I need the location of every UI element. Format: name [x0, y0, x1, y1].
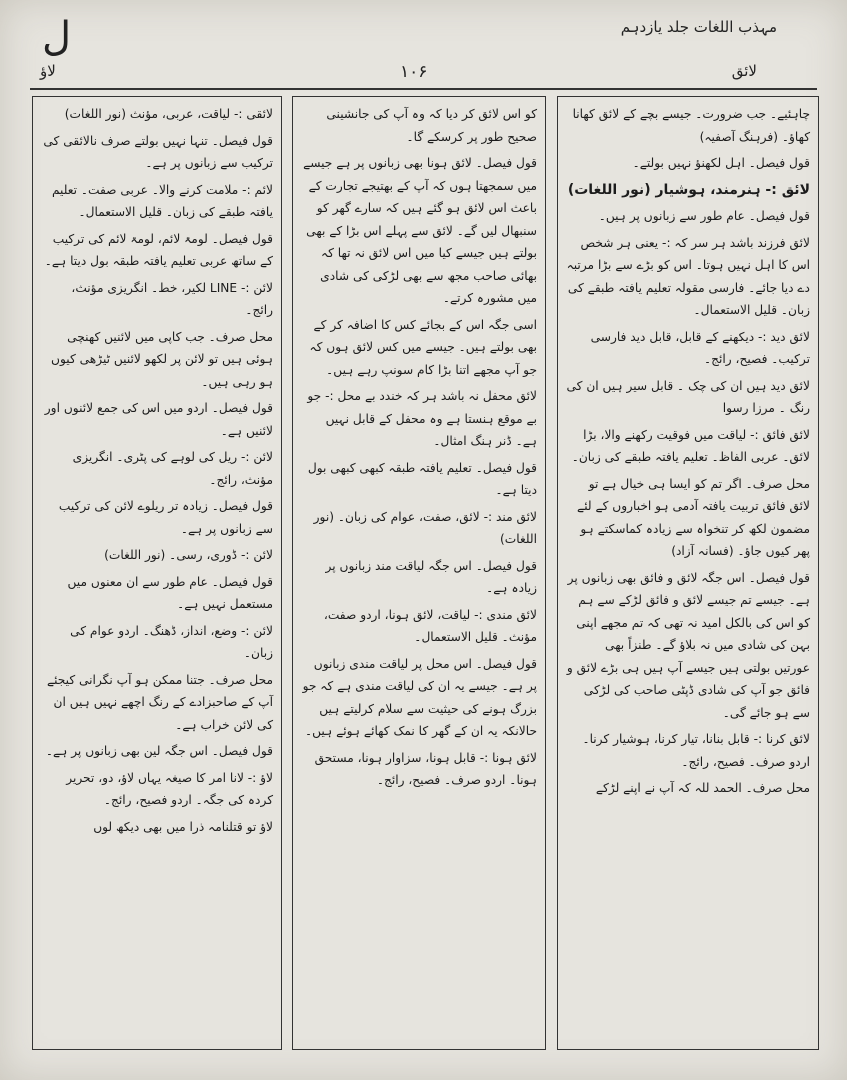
column-paragraph: لائق دید :- دیکھنے کے قابل، قابل دید فارسی ترکیب۔ فصیح، رائج۔: [590, 329, 810, 366]
column-paragraph: قول فیصل۔ تعلیم یافتہ طبقہ کبھی کبھی بول دیتا ہے۔: [307, 460, 537, 497]
column-paragraph: لائقی :- لیاقت، عربی، مؤنث (نور اللغات): [64, 107, 273, 121]
column-paragraph: لاؤ :- لانا امر کا صیغہ یہاں لاؤ، دو، تحریر کردہ کی جگہ۔ اردو فصیح، رائج۔: [66, 770, 273, 807]
column-paragraph: لائق کرنا :- قابل بنانا، تیار کرنا، ہوشیار کرنا۔ اردو صرف۔ فصیح، رائج۔: [582, 732, 810, 769]
header-left-word: لاؤ: [40, 62, 56, 80]
column-paragraph: لائق ہونا :- قابل ہونا، سزاوار ہونا، مستحق ہونا۔ اردو صرف۔ فصیح، رائج۔: [314, 750, 537, 787]
column-paragraph: لائق :- ہنرمند، ہوشیار (نور اللغات): [567, 181, 810, 198]
column-paragraph: محل صرف۔ الحمد للہ کہ آپ نے اپنے لڑکے: [595, 781, 810, 795]
column-paragraph: کو اس لائق کر دیا کہ وہ آپ کی جانشینی صحیح طور پر کرسکے گا۔: [326, 107, 537, 144]
column-paragraph: قول فیصل۔ زیادہ تر ریلوے لائن کی ترکیب سے زبانوں پر ہے۔: [58, 499, 273, 536]
column-paragraph: لائق مند :- لائق، صفت، عوام کی زبان۔ (نور اللغات): [313, 509, 537, 546]
column-paragraph: قول فیصل۔ تنہا نہیں بولتے صرف نالائقی کی ترکیب سے زبانوں پر ہے۔: [43, 133, 273, 170]
column-paragraph: قول فیصل۔ اس جگہ لیاقت مند زبانوں پر زیادہ ہے۔: [325, 558, 537, 595]
running-head: مہذب اللغات جلد یازدہم: [620, 18, 777, 36]
column-paragraph: لائن :- ریل کی لوہے کی پٹری۔ انگریزی مؤنث، رائج۔: [72, 450, 273, 487]
column-paragraph: لائق مندی :- لیاقت، لائق ہونا، اردو صفت، مؤنث۔ قلیل الاستعمال۔: [323, 607, 537, 644]
column-paragraph: لائق فرزند باشد ہر سر کہ :- یعنی ہر شخص اس کا اہل نہیں ہوتا۔ اس کو بڑے سے بڑا مرتبہ دے دیا جائے۔ فارسی مقولہ تعلیم یافتہ طبقے کی زبان۔ قلیل الاستعمال۔: [566, 235, 810, 317]
column-paragraph: لائق محفل نہ باشد ہر کہ خندد بے محل :- جو بے موقع ہنستا ہے وہ محفل کے قابل نہیں ہے۔ ڈنر ہنگ امثال۔: [307, 389, 537, 448]
corner-letter: ل: [42, 14, 72, 60]
column-paragraph: قول فیصل۔ اس جگہ لین بھی زبانوں پر ہے۔: [45, 744, 273, 758]
column-left: [32, 96, 282, 1050]
column-paragraph: قول فیصل۔ لائق ہونا بھی زبانوں پر ہے جیسے میں سمجھتا ہوں کہ آپ کے بھتیجے تجارت کے باعث اس لائق ہو گئے ہیں کہ سارے گھر کو سنبھال لیں گے۔ لائق سے پہلے اس بڑا کے بھی بولتے ہیں جیسے کیا میں اس لائق نہ تھا کہ بھائی صاحب مجھ سے بھی لڑکی کی شادی میں مشورہ کرتے۔: [303, 156, 537, 305]
column-paragraph: محل صرف۔ اگر تم کو ایسا ہی خیال ہے تو لائق فائق تربیت یافتہ آدمی ہو اخباروں کے لئے مضمون لکھ کر تنخواہ سے زیادہ کماسکتے ہو پھر کیوں جاؤ۔ (فسانہ آزاد): [577, 476, 810, 558]
column-paragraph: قول فیصل۔ عام طور سے زبانوں پر ہیں۔: [598, 209, 810, 223]
column-paragraph: قول فیصل۔ اس جگہ لائق و فائق بھی زبانوں پر ہے۔ جیسے تم جیسے لائق و فائق لڑکے سے ہم کو اس کی بالکل امید نہ تھی کہ تم مجھے اپنی بہن کی شادی میں نہ بلاؤ گے۔ طنزاً بھی عورتیں بولتی ہیں جیسے آپ ہیں ہی بڑے لائق و فائق جو آپ کی شادی ڈپٹی صاحب کی لڑکی سے ہو جائے گی۔: [566, 570, 810, 720]
column-paragraph: محل صرف۔ جتنا ممکن ہو آپ نگرانی کیجئے آپ کے صاحبزادے کے رنگ اچھے نہیں ہیں ان کی لائن خراب ہے۔: [46, 672, 273, 732]
column-paragraph: لائم :- ملامت کرنے والا۔ عربی صفت۔ تعلیم یافتہ طبقے کی زبان۔ قلیل الاستعمال۔: [51, 182, 273, 219]
column-paragraph: لائن :- LINE لکیر، خط۔ انگریزی مؤنث، رائج۔: [71, 280, 273, 317]
column-paragraph: چاہئیے۔ جب ضرورت۔ جیسے بچے کے لائق کھانا کھاؤ۔ (فرہنگ آصفیہ): [572, 107, 810, 144]
column-paragraph: قول فیصل۔ اردو میں اس کی جمع لائنوں اور لائنیں ہے۔: [44, 401, 273, 438]
column-paragraph: محل صرف۔ جب کاپی میں لائنیں کھنچی ہوئی ہیں تو لائن پر لکھو لائنیں ٹیڑھی کیوں ہو رہی ہیں۔: [51, 329, 273, 389]
header-rule: [30, 88, 817, 90]
column-paragraph: قول فیصل۔ اہل لکھنؤ نہیں بولتے۔: [632, 156, 810, 170]
column-paragraph: قول فیصل۔ لومۃ لائم، لومۃ لائم کی ترکیب کے ساتھ عربی تعلیم یافتہ طبقہ بول دیتا ہے۔: [44, 231, 273, 268]
column-paragraph: اسی جگہ اس کے بجائے کس کا اضافہ کر کے بھی بولتے ہیں۔ جیسے میں کس لائق ہوں کہ جو آپ مجھے اتنا بڑا کام سونپ رہے ہیں۔: [309, 317, 537, 377]
column-paragraph: لائن :- ڈوری، رسی۔ (نور اللغات): [104, 548, 273, 562]
column-paragraph: لائق فائق :- لیاقت میں فوقیت رکھنے والا، بڑا لائق۔ عربی الفاظ۔ تعلیم یافتہ طبقے کی زبان۔: [571, 427, 810, 464]
column-paragraph: لاؤ تو قتلنامہ ذرا میں بھی دیکھ لوں: [93, 819, 273, 834]
page-number: ۱۰۶: [400, 62, 428, 82]
column-paragraph: لائق دید ہیں ان کی چک ۔ قابل سیر ہیں ان کی رنگ ۔ مرزا رسوا: [566, 378, 810, 415]
header-right-word: لائق: [731, 62, 757, 80]
column-right: [557, 96, 819, 1050]
column-paragraph: قول فیصل۔ اس محل پر لیاقت مندی زبانوں پر ہے۔ جیسے یہ ان کی لیاقت مندی ہے کہ جو بزرگ ہونے کی حیثیت سے سلام کرلیتے ہیں حالانکہ یہ ان کے گھر کا نمک کھائے ہوئے ہیں۔: [302, 656, 537, 738]
column-paragraph: لائن :- وضع، انداز، ڈھنگ۔ اردو عوام کی زبان۔: [70, 623, 273, 660]
column-middle: [292, 96, 546, 1050]
column-paragraph: قول فیصل۔ عام طور سے ان معنوں میں مستعمل نہیں ہے۔: [67, 574, 273, 611]
